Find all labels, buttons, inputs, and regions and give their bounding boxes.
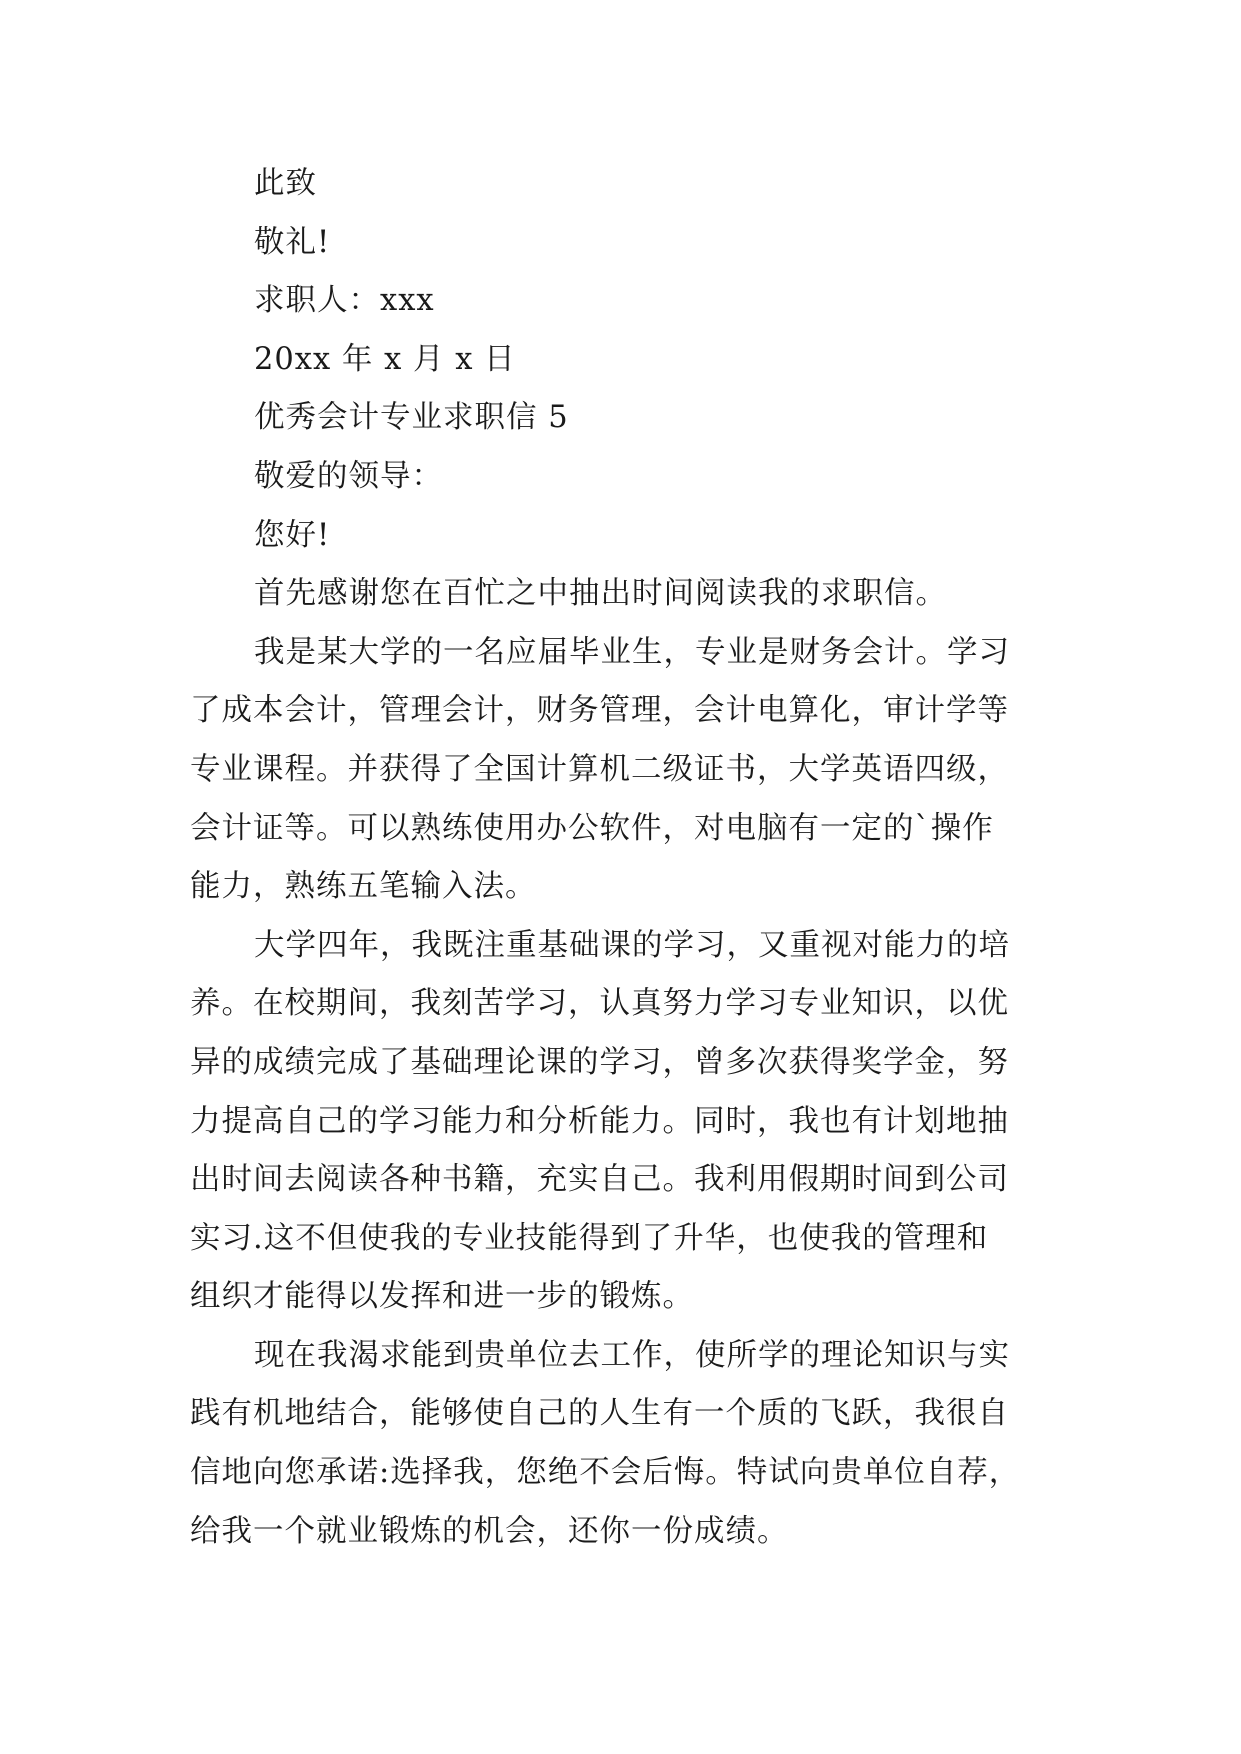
paragraph-line: 首先感谢您在百忙之中抽出时间阅读我的求职信。 [254,576,947,612]
paragraph-line: 会计证等。可以熟练使用办公软件，对电脑有一定的`操作 [190,810,994,846]
paragraph-line: 了成本会计，管理会计，财务管理，会计电算化，审计学等 [190,693,1009,729]
paragraph-line: 我是某大学的一名应届毕业生，专业是财务会计。学习 [254,634,1010,670]
paragraph-line: 专业课程。并获得了全国计算机二级证书，大学英语四级， [190,751,1009,787]
letter-greeting: 敬爱的领导： [254,458,443,494]
letter-title: 优秀会计专业求职信 5 [254,400,569,436]
paragraph-line: 力提高自己的学习能力和分析能力。同时，我也有计划地抽 [190,1103,1009,1139]
paragraph-line: 组织才能得以发挥和进一步的锻炼。 [190,1279,694,1315]
paragraph-line: 养。在校期间，我刻苦学习，认真努力学习专业知识，以优 [190,986,1009,1022]
letter-hello: 您好! [254,517,331,553]
paragraph-line: 践有机地结合，能够使自己的人生有一个质的飞跃，我很自 [190,1396,1009,1432]
paragraph-line: 实习.这不但使我的专业技能得到了升华，也使我的管理和 [190,1220,989,1256]
paragraph-2 [190,624,1060,917]
paragraph-line: 给我一个就业锻炼的机会，还你一份成绩。 [190,1513,789,1549]
paragraph-1 [190,565,1060,624]
closing-applicant: 求职人：xxx [254,283,435,319]
paragraph-4 [190,1327,1060,1561]
closing-salutation: 此致 [254,166,317,201]
paragraph-line: 现在我渴求能到贵单位去工作，使所学的理论知识与实 [254,1337,1010,1373]
paragraph-3 [190,917,1060,1327]
paragraph-line: 出时间去阅读各种书籍，充实自己。我利用假期时间到公司 [190,1162,1009,1198]
letter-body [190,155,1060,1561]
paragraph-line: 大学四年，我既注重基础课的学习，又重视对能力的培 [254,927,1010,963]
closing-regards: 敬礼! [254,224,331,260]
paragraph-line: 信地向您承诺:选择我，您绝不会后悔。特试向贵单位自荐， [190,1455,1021,1491]
closing-date: 20xx 年 x 月 x 日 [254,341,516,377]
paragraph-line: 异的成绩完成了基础理论课的学习，曾多次获得奖学金，努 [190,1044,1009,1080]
paragraph-line: 能力，熟练五笔输入法。 [190,869,537,905]
